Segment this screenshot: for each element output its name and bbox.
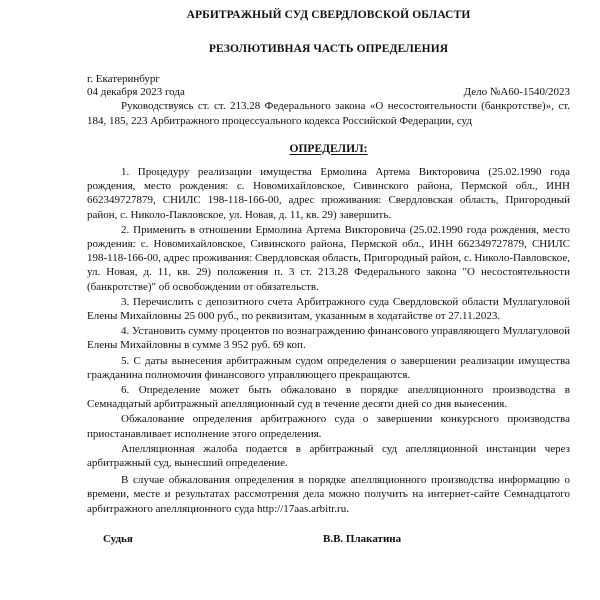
ruling-item-2: 2. Применить в отношении Ермолина Артема Викторовича (25.02.1990 года рождения, место рождения: с. Новомихайловское, Сивинского района, Пермской обл., ИНН 662349727879, СНИЛС 198-118-166-00, адрес проживания: Свердловская область, Пригородный район, с. Николо-Павловское, ул. Новая, д. 11, кв. 29) положения п. 3 ст. 213.28 Федерального закона "О несостоятельности (банкротстве)" об освобождении от обязательств. (87, 223, 570, 293)
date: 04 декабря 2023 года (87, 86, 185, 99)
court-name: АРБИТРАЖНЫЙ СУД СВЕРДЛОВСКОЙ ОБЛАСТИ (186, 9, 471, 21)
decided-heading: ОПРЕДЕЛИЛ: (289, 142, 368, 155)
document-title: РЕЗОЛЮТИВНАЯ ЧАСТЬ ОПРЕДЕЛЕНИЯ (208, 43, 449, 56)
judge-role: Судья (103, 532, 133, 545)
ruling-item-3: 3. Перечислить с депозитного счета Арбитражного суда Свердловской области Муллагуловой Елены Михайловны 25 000 руб., по реквизитам, указанным в ходатайстве от 27.11.2023. (87, 295, 570, 323)
ruling-item-5: 5. С даты вынесения арбитражным судом определения о завершении реализации имущества гражданина полномочия финансового управляющего прекращаются. (87, 354, 570, 381)
judge-name: В.В. Плакатина (323, 532, 402, 545)
ruling-item-6: 6. Определение может быть обжаловано в порядке апелляционного производства в Семнадцатый арбитражный апелляционный суд в течение десяти дней со дня вынесения. (87, 384, 570, 411)
case-number: Дело №А60-1540/2023 (463, 86, 570, 99)
appeal-info-paragraph: В случае обжалования определения в порядке апелляционного производства информацию о времени, месте и результатах рассмотрения дела можно получить на интернет-сайте Семнадцатого арбитражного апелляционного суда http://17aas.arbitr.ru. (87, 474, 570, 515)
intro-paragraph: Руководствуясь ст. ст. 213.28 Федерального закона «О несостоятельности (банкротстве)», ст. 184, 185, 223 Арбитражного процессуального кодекса Российской Федерации, суд (87, 100, 570, 127)
date-case-row (87, 86, 570, 99)
appeal-effect-paragraph: Обжалование определения арбитражного суда о завершении конкурсного производства приостанавливает исполнение этого определения. (87, 413, 570, 440)
document-meta (87, 73, 570, 99)
city: г. Екатеринбург (87, 73, 160, 86)
appeal-filing-paragraph: Апелляционная жалоба подается в арбитражный суд апелляционной инстанции через арбитражный суд, вынесший определение. (87, 442, 570, 470)
signature-block (87, 532, 570, 546)
ruling-item-4: 4. Установить сумму процентов по вознаграждению финансового управляющего Муллагуловой Елены Михайловны в сумме 3 952 руб. 69 коп. (87, 325, 570, 352)
ruling-item-1: 1. Процедуру реализации имущества Ермолина Артема Викторовича (25.02.1990 года рождения, место рождения: с. Новомихайловское, Сивинского района, Пермской обл., ИНН 662349727879, СНИЛС 198-118-166-00, адрес проживания: Свердловская область, Пригородный район, с. Николо-Павловское, ул. Новая, д. 11, кв. 29) завершить. (87, 166, 570, 221)
